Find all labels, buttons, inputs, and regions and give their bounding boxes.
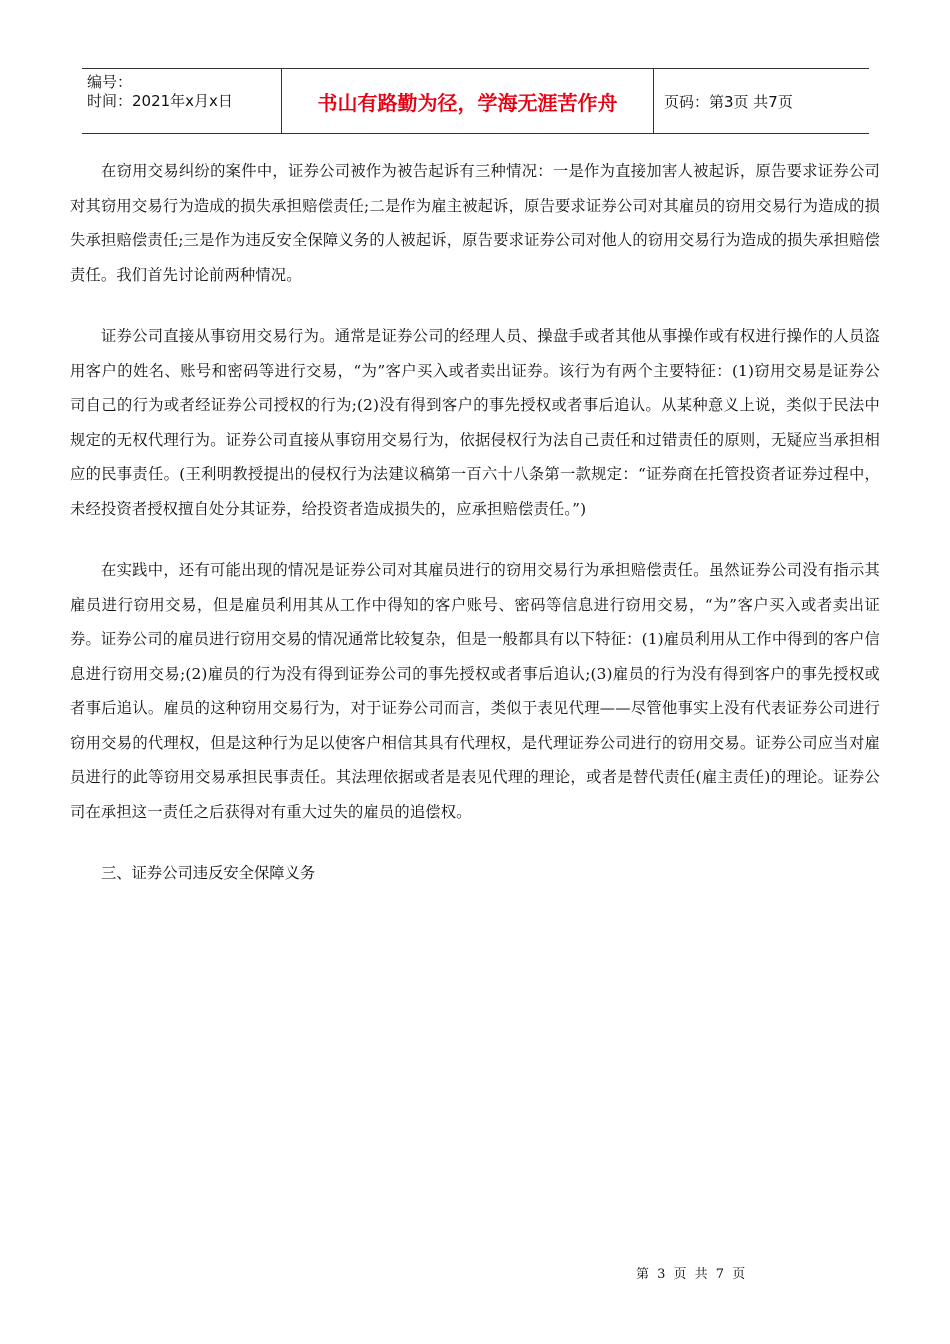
page-header <box>82 68 869 134</box>
paragraph-2: 证券公司直接从事窃用交易行为。通常是证券公司的经理人员、操盘手或者其他从事操作或有权进行操作的人员盗用客户的姓名、账号和密码等进行交易，“为”客户买入或者卖出证券。该行为有两个主要特征：(1)窃用交易是证券公司自己的行为或者经证券公司授权的行为;(2)没有得到客户的事先授权或者事后追认。从某种意义上说，类似于民法中规定的无权代理行为。证券公司直接从事窃用交易行为，依据侵权行为法自己责任和过错责任的原则，无疑应当承担相应的民事责任。(王利明教授提出的侵权行为法建议稿第一百六十八条第一款规定：“证券商在托管投资者证券过程中，未经投资者授权擅自处分其证券，给投资者造成损失的，应承担赔偿责任。”) <box>70 327 880 518</box>
header-motto: 书山有路勤为径，学海无涯苦作舟 <box>282 69 654 133</box>
paragraph-1: 在窃用交易纠纷的案件中，证券公司被作为被告起诉有三种情况：一是作为直接加害人被起诉，原告要求证券公司对其窃用交易行为造成的损失承担赔偿责任;二是作为雇主被起诉，原告要求证券公司对其雇员的窃用交易行为造成的损失承担赔偿责任;三是作为违反安全保障义务的人被起诉，原告要求证券公司对他人的窃用交易行为造成的损失承担赔偿责任。我们首先讨论前两种情况。 <box>70 162 880 284</box>
section-heading: 三、证券公司违反安全保障义务 <box>101 864 316 882</box>
page-footer: 第 3 页 共 7 页 <box>636 1267 748 1282</box>
document-number-label: 编号： <box>87 73 133 91</box>
paragraph-3: 在实践中，还有可能出现的情况是证券公司对其雇员进行的窃用交易行为承担赔偿责任。虽然证券公司没有指示其雇员进行窃用交易，但是雇员利用其从工作中得知的客户账号、密码等信息进行窃用交易，“为”客户买入或者卖出证券。证券公司的雇员进行窃用交易的情况通常比较复杂，但是一般都具有以下特征：(1)雇员利用从工作中得到的客户信息进行窃用交易;(2)雇员的行为没有得到证券公司的事先授权或者事后追认;(3)雇员的行为没有得到客户的事先授权或者事后追认。雇员的这种窃用交易行为，对于证券公司而言，类似于表见代理——尽管他事实上没有代表证券公司进行窃用交易的代理权，但是这种行为足以使客户相信其具有代理权，是代理证券公司进行的窃用交易。证券公司应当对雇员进行的此等窃用交易承担民事责任。其法理依据或者是表见代理的理论，或者是替代责任(雇主责任)的理论。证券公司在承担这一责任之后获得对有重大过失的雇员的追偿权。 <box>70 561 880 821</box>
header-meta <box>82 69 282 133</box>
header-page-info: 页码：第3页 共7页 <box>664 92 793 111</box>
document-time-label: 时间：2021年x月x日 <box>87 92 233 110</box>
document-body <box>70 154 880 891</box>
